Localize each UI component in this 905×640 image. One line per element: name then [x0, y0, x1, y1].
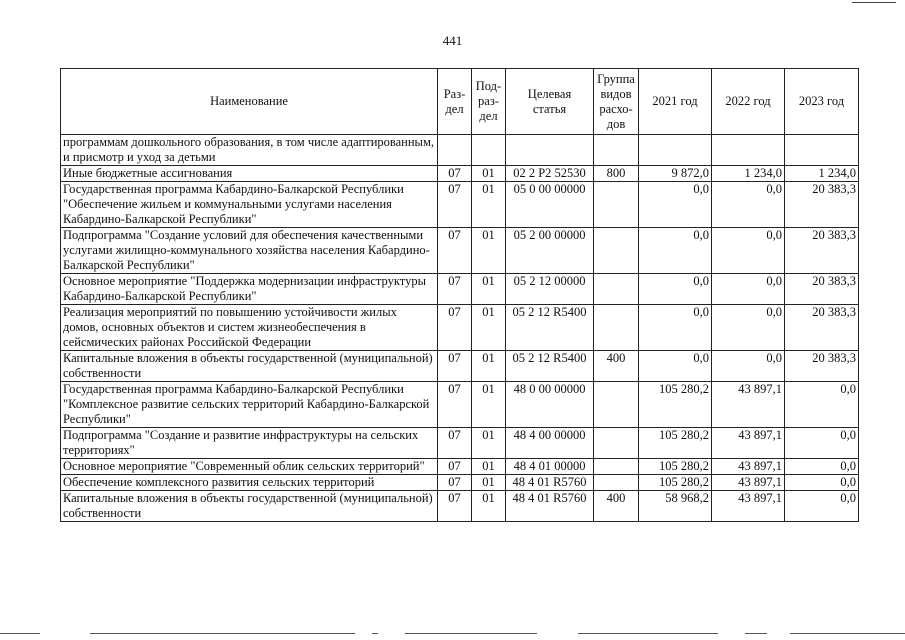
cell-podrazdel: 01 — [472, 274, 506, 305]
cell-name: Государственная программа Кабардино-Балкарской Республики "Обеспечение жильем и коммунальными услугами населения Кабардино-Балкарской Республики" — [61, 182, 438, 228]
cell-2022: 43 897,1 — [712, 382, 785, 428]
table-row — [61, 351, 859, 382]
cell-2021: 0,0 — [639, 274, 712, 305]
cell-target: 05 2 12 R5400 — [506, 305, 594, 351]
cell-target: 02 2 P2 52530 — [506, 166, 594, 182]
cell-2023: 0,0 — [785, 475, 859, 491]
cell-target: 05 2 12 R5400 — [506, 351, 594, 382]
cell-2021: 9 872,0 — [639, 166, 712, 182]
cell-razdel: 07 — [438, 382, 472, 428]
cell-2023: 0,0 — [785, 491, 859, 522]
cell-razdel — [438, 135, 472, 166]
cell-name: Подпрограмма "Создание условий для обеспечения качественными услугами жилищно-коммунального хозяйства населения Кабардино-Балкарской Республики" — [61, 228, 438, 274]
cell-2021: 105 280,2 — [639, 475, 712, 491]
cell-2021: 105 280,2 — [639, 428, 712, 459]
table-row — [61, 459, 859, 475]
col-header-2022: 2022 год — [712, 69, 785, 135]
cell-podrazdel: 01 — [472, 351, 506, 382]
cell-razdel: 07 — [438, 305, 472, 351]
cell-group: 800 — [594, 166, 639, 182]
cell-razdel: 07 — [438, 428, 472, 459]
cell-name: Иные бюджетные ассигнования — [61, 166, 438, 182]
cell-2022: 0,0 — [712, 351, 785, 382]
cell-podrazdel: 01 — [472, 182, 506, 228]
cell-name: Основное мероприятие "Современный облик сельских территорий" — [61, 459, 438, 475]
cell-podrazdel: 01 — [472, 166, 506, 182]
cell-razdel: 07 — [438, 459, 472, 475]
cell-group — [594, 274, 639, 305]
cell-2022 — [712, 135, 785, 166]
cell-2021: 58 968,2 — [639, 491, 712, 522]
cell-2022: 43 897,1 — [712, 491, 785, 522]
cell-2023: 20 383,3 — [785, 228, 859, 274]
cell-name: Основное мероприятие "Поддержка модернизации инфраструктуры Кабардино-Балкарской Республики" — [61, 274, 438, 305]
cell-razdel: 07 — [438, 182, 472, 228]
cell-group — [594, 135, 639, 166]
cell-2021: 0,0 — [639, 351, 712, 382]
col-header-razdel: Раз- дел — [438, 69, 472, 135]
table-row — [61, 428, 859, 459]
cell-2021: 0,0 — [639, 182, 712, 228]
cell-group — [594, 428, 639, 459]
cell-2023: 20 383,3 — [785, 182, 859, 228]
table-row — [61, 135, 859, 166]
budget-table — [60, 68, 859, 522]
cell-name: программам дошкольного образования, в том числе адаптированным, и присмотр и уход за детьми — [61, 135, 438, 166]
cell-podrazdel: 01 — [472, 428, 506, 459]
cell-podrazdel: 01 — [472, 305, 506, 351]
table-row — [61, 382, 859, 428]
cell-razdel: 07 — [438, 351, 472, 382]
cell-target: 05 0 00 00000 — [506, 182, 594, 228]
table-row — [61, 274, 859, 305]
cell-2023: 0,0 — [785, 459, 859, 475]
col-header-2021: 2021 год — [639, 69, 712, 135]
cell-2021: 105 280,2 — [639, 382, 712, 428]
cell-group — [594, 475, 639, 491]
cell-2023: 20 383,3 — [785, 351, 859, 382]
cell-2023 — [785, 135, 859, 166]
cell-razdel: 07 — [438, 228, 472, 274]
table-row — [61, 305, 859, 351]
cell-name: Государственная программа Кабардино-Балкарской Республики "Комплексное развитие сельских территорий Кабардино-Балкарской Республики" — [61, 382, 438, 428]
cell-2021: 105 280,2 — [639, 459, 712, 475]
cell-target: 48 4 01 R5760 — [506, 475, 594, 491]
cell-razdel: 07 — [438, 274, 472, 305]
cell-group: 400 — [594, 351, 639, 382]
cell-name: Капитальные вложения в объекты государственной (муниципальной) собственности — [61, 351, 438, 382]
table-row — [61, 166, 859, 182]
table-row — [61, 182, 859, 228]
table-row — [61, 475, 859, 491]
cell-name: Обеспечение комплексного развития сельских территорий — [61, 475, 438, 491]
cell-2022: 0,0 — [712, 182, 785, 228]
cell-target: 05 2 00 00000 — [506, 228, 594, 274]
cell-name: Подпрограмма "Создание и развитие инфраструктуры на сельских территориях" — [61, 428, 438, 459]
cell-2021: 0,0 — [639, 305, 712, 351]
cell-group — [594, 228, 639, 274]
col-header-target: Целевая статья — [506, 69, 594, 135]
cell-razdel: 07 — [438, 491, 472, 522]
cell-2022: 43 897,1 — [712, 475, 785, 491]
table-header-row — [61, 69, 859, 135]
cell-podrazdel: 01 — [472, 228, 506, 274]
cell-2021 — [639, 135, 712, 166]
cell-group — [594, 305, 639, 351]
cell-2022: 0,0 — [712, 274, 785, 305]
table-row — [61, 491, 859, 522]
cell-name: Реализация мероприятий по повышению устойчивости жилых домов, основных объектов и систем жизнеобеспечения в сейсмических районах Российской Федерации — [61, 305, 438, 351]
cell-2023: 0,0 — [785, 382, 859, 428]
cell-2022: 1 234,0 — [712, 166, 785, 182]
bottom-edge-lines — [0, 633, 905, 637]
cell-target: 48 0 00 00000 — [506, 382, 594, 428]
cell-podrazdel: 01 — [472, 459, 506, 475]
cell-podrazdel: 01 — [472, 491, 506, 522]
cell-group — [594, 459, 639, 475]
table-body — [61, 135, 859, 522]
cell-2023: 0,0 — [785, 428, 859, 459]
col-header-podrazdel: Под- раз- дел — [472, 69, 506, 135]
cell-2021: 0,0 — [639, 228, 712, 274]
page-number: 441 — [442, 33, 463, 48]
cell-group — [594, 182, 639, 228]
col-header-name: Наименование — [61, 69, 438, 135]
cell-2022: 43 897,1 — [712, 459, 785, 475]
cell-2023: 20 383,3 — [785, 305, 859, 351]
cell-podrazdel — [472, 135, 506, 166]
cell-2023: 20 383,3 — [785, 274, 859, 305]
cell-podrazdel: 01 — [472, 382, 506, 428]
cell-name: Капитальные вложения в объекты государственной (муниципальной) собственности — [61, 491, 438, 522]
col-header-2023: 2023 год — [785, 69, 859, 135]
cell-razdel: 07 — [438, 475, 472, 491]
cell-target: 48 4 01 R5760 — [506, 491, 594, 522]
cell-target: 48 4 01 00000 — [506, 459, 594, 475]
cell-podrazdel: 01 — [472, 475, 506, 491]
cell-target — [506, 135, 594, 166]
cell-razdel: 07 — [438, 166, 472, 182]
cell-group — [594, 382, 639, 428]
cell-group: 400 — [594, 491, 639, 522]
cell-2022: 43 897,1 — [712, 428, 785, 459]
cell-target: 05 2 12 00000 — [506, 274, 594, 305]
cell-2022: 0,0 — [712, 305, 785, 351]
cell-target: 48 4 00 00000 — [506, 428, 594, 459]
cell-2022: 0,0 — [712, 228, 785, 274]
table-row — [61, 228, 859, 274]
cell-2023: 1 234,0 — [785, 166, 859, 182]
top-edge-line — [852, 2, 896, 3]
col-header-group: Группа видов расхо- дов — [594, 69, 639, 135]
